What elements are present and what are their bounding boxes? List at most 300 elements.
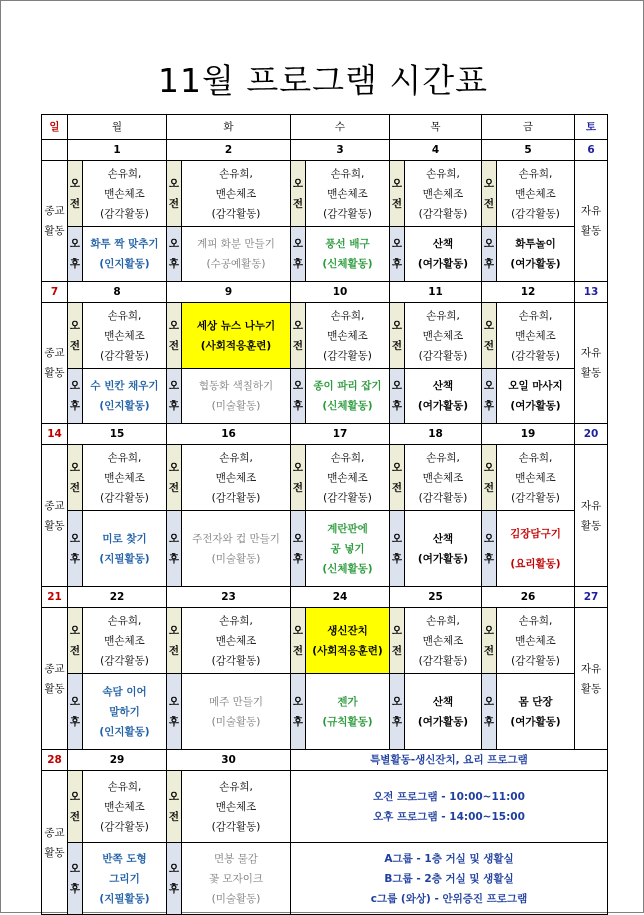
am-activity (182, 161, 291, 227)
am-activity (405, 445, 482, 511)
cell-line: 오일 마사지 (508, 380, 563, 392)
am-label-char: 전 (69, 481, 81, 494)
am-label-char: 오 (168, 177, 180, 190)
cell-line: 종이 파리 잡기 (313, 380, 382, 392)
am-row (42, 445, 608, 511)
cell-line: 산책 (432, 695, 454, 708)
sunday-activity (42, 771, 68, 915)
cell-line: 손유희, (330, 167, 365, 180)
cell-line: 손유희, (518, 309, 553, 322)
pm-label-char: 후 (292, 258, 304, 270)
pm-activity (405, 369, 482, 424)
day-header: 금 (482, 115, 575, 140)
cell-line: 젠가 (337, 695, 358, 708)
cell-line: (여가활동) (417, 258, 469, 270)
am-label (68, 771, 83, 843)
pm-activity (83, 511, 167, 587)
pm-label-char: 후 (168, 258, 180, 270)
cell-line (497, 544, 574, 554)
cell-line: (감각활동) (418, 207, 468, 220)
header-row (42, 115, 608, 140)
sunday-label: 활동 (44, 846, 65, 859)
am-label (390, 303, 405, 369)
am-activity (83, 771, 167, 843)
am-activity (497, 303, 575, 369)
pm-label (68, 227, 83, 282)
am-label-char: 전 (292, 339, 304, 352)
cell-line: 맨손체조 (104, 187, 145, 200)
page-title: 11월 프로그램 시간표 (158, 61, 488, 100)
cell-line: (여가활동) (510, 258, 561, 270)
am-activity (306, 303, 390, 369)
date-cell: 1 (68, 140, 167, 161)
cell-line: 맨손체조 (215, 187, 257, 200)
cell-line: (감각활동) (511, 654, 560, 667)
am-label (291, 161, 306, 227)
cell-line: 그리기 (109, 872, 140, 885)
cell-line: 손유희, (107, 780, 142, 793)
pm-label (482, 674, 497, 750)
cell-line: (여가활동) (417, 715, 469, 728)
sunday-label: 종교 (44, 347, 65, 359)
am-label-char: 오 (391, 624, 403, 637)
pm-label (167, 843, 182, 915)
am-label (291, 608, 306, 674)
cell-line: (감각활동) (100, 654, 149, 667)
pm-label-char: 후 (483, 258, 495, 270)
sunday-activity (42, 608, 68, 750)
cell-line: 손유희, (518, 167, 553, 180)
cell-line: (여가활동) (510, 400, 561, 412)
cell-line: (여가활동) (417, 552, 469, 565)
am-activity (83, 608, 167, 674)
cell-line: 생신잔치 (327, 624, 368, 637)
am-label-char: 전 (483, 197, 495, 210)
am-label-char: 전 (69, 810, 81, 823)
cell-line: (감각활동) (511, 207, 560, 220)
pm-activity (405, 227, 482, 282)
am-label (482, 445, 497, 511)
cell-line: 산책 (432, 532, 454, 545)
am-activity (497, 161, 575, 227)
cell-line: c그룹 (와상) - 안위증진 프로그램 (370, 892, 528, 905)
date-cell: 11 (390, 282, 482, 303)
am-label-char: 전 (168, 810, 180, 823)
cell-line: 세상 뉴스 나누기 (196, 319, 276, 332)
cell-line: 손유희, (219, 614, 253, 627)
am-label (291, 445, 306, 511)
am-row (42, 608, 608, 674)
day-header: 화 (167, 115, 291, 140)
cell-line: (신체활동) (322, 562, 373, 575)
cell-line: 맨손체조 (215, 471, 257, 484)
sunday-activity (42, 303, 68, 424)
date-cell: 23 (167, 587, 291, 608)
special-title: 특별활동-생신잔치, 요리 프로그램 (291, 750, 608, 771)
date-cell: 20 (575, 424, 608, 445)
pm-activity (182, 511, 291, 587)
saturday-label: 활동 (580, 367, 602, 379)
special-pm-groups (291, 843, 608, 915)
cell-line: (감각활동) (418, 491, 468, 504)
am-label-char: 전 (292, 197, 304, 210)
am-label (68, 445, 83, 511)
sunday-label: 종교 (44, 499, 65, 512)
pm-activity (306, 674, 390, 750)
am-label-char: 전 (391, 481, 403, 494)
am-label-char: 전 (483, 339, 495, 352)
pm-label-char: 후 (483, 552, 495, 565)
pm-label-char: 후 (483, 715, 495, 728)
am-row (42, 161, 608, 227)
cell-line: (여가활동) (510, 715, 561, 728)
pm-label (390, 369, 405, 424)
date-cell: 17 (291, 424, 390, 445)
date-cell: 8 (68, 282, 167, 303)
cell-line: 맨손체조 (422, 329, 464, 342)
pm-activity (83, 369, 167, 424)
pm-label-char: 후 (69, 715, 81, 728)
pm-label-char: 오 (292, 532, 304, 545)
cell-line: 공 넣기 (330, 542, 365, 555)
pm-activity (405, 674, 482, 750)
am-activity (182, 303, 291, 369)
saturday-label: 자유 (580, 499, 602, 512)
am-label (482, 608, 497, 674)
pm-label (167, 511, 182, 587)
date-row (42, 282, 608, 303)
am-label-char: 오 (292, 624, 304, 637)
pm-activity (306, 511, 390, 587)
am-label (167, 303, 182, 369)
cell-line: 손유희, (426, 451, 460, 464)
pm-label (291, 227, 306, 282)
pm-label-char: 오 (292, 695, 304, 708)
date-cell: 3 (291, 140, 390, 161)
day-header: 토 (575, 115, 608, 140)
cell-line: 맨손체조 (327, 471, 368, 484)
schedule-table (41, 114, 608, 915)
am-label-char: 전 (168, 481, 180, 494)
am-label-char: 전 (391, 197, 403, 210)
am-label-char: 전 (391, 339, 403, 352)
saturday-label: 활동 (580, 519, 602, 532)
pm-label (68, 369, 83, 424)
cell-line: (요리활동) (510, 557, 561, 570)
cell-line: 말하기 (109, 705, 140, 718)
pm-label-char: 오 (69, 532, 81, 545)
pm-activity (306, 227, 390, 282)
cell-line: 김장담구기 (510, 527, 561, 540)
am-activity (306, 161, 390, 227)
cell-line: (감각활동) (418, 349, 468, 362)
am-activity (405, 303, 482, 369)
am-label-char: 오 (168, 624, 180, 637)
date-cell: 30 (167, 750, 291, 771)
pm-label-char: 오 (483, 532, 495, 545)
special-am-times (291, 771, 608, 843)
date-cell: 26 (482, 587, 575, 608)
am-activity (182, 608, 291, 674)
pm-activity (83, 843, 167, 915)
cell-line: (인지활동) (99, 258, 150, 270)
cell-line: 메주 만들기 (208, 695, 264, 708)
saturday-label: 자유 (580, 347, 602, 359)
sunday-label: 활동 (44, 682, 65, 695)
pm-label-char: 오 (69, 238, 81, 250)
sunday-label: 활동 (44, 367, 65, 379)
cell-line: (감각활동) (100, 349, 149, 362)
pm-activity (306, 369, 390, 424)
pm-label-char: 후 (292, 400, 304, 412)
date-cell: 15 (68, 424, 167, 445)
pm-label (291, 511, 306, 587)
cell-line: A그룹 - 1층 거실 및 생활실 (384, 852, 514, 865)
date-cell: 7 (42, 282, 68, 303)
am-label-char: 오 (391, 177, 403, 190)
am-label (390, 161, 405, 227)
am-label (68, 161, 83, 227)
am-label-char: 오 (391, 319, 403, 332)
cell-line: (감각활동) (100, 207, 149, 220)
cell-line: 손유희, (107, 309, 142, 322)
cell-line: (사회적응훈련) (200, 339, 272, 352)
pm-label-char: 오 (292, 238, 304, 250)
pm-activity (182, 843, 291, 915)
cell-line: 맨손체조 (515, 471, 556, 484)
am-label-char: 전 (292, 481, 304, 494)
cell-line: (신체활동) (322, 258, 373, 270)
pm-label-char: 후 (168, 400, 180, 412)
cell-line: (감각활동) (211, 820, 261, 833)
pm-label-char: 후 (69, 400, 81, 412)
date-cell: 29 (68, 750, 167, 771)
pm-label (390, 511, 405, 587)
cell-line: (미술활동) (211, 715, 261, 728)
cell-line: 오전 프로그램 - 10:00~11:00 (373, 790, 525, 803)
am-label-char: 오 (483, 177, 495, 190)
cell-line: 손유희, (219, 780, 253, 793)
pm-label-char: 오 (391, 380, 403, 392)
pm-label-char: 오 (168, 532, 180, 545)
cell-line: 계란판에 (327, 522, 368, 535)
cell-line: 맨손체조 (515, 187, 556, 200)
am-label-char: 전 (69, 339, 81, 352)
pm-label-char: 후 (168, 882, 180, 895)
cell-line: 계피 화분 만들기 (197, 238, 275, 250)
sunday-label: 활동 (44, 519, 65, 532)
am-label (167, 608, 182, 674)
pm-label (291, 369, 306, 424)
pm-activity (405, 511, 482, 587)
am-row (42, 303, 608, 369)
pm-label-char: 후 (69, 552, 81, 565)
pm-label (482, 511, 497, 587)
am-label-char: 전 (483, 481, 495, 494)
date-cell: 6 (575, 140, 608, 161)
pm-label-char: 오 (391, 238, 403, 250)
pm-label (167, 227, 182, 282)
am-activity (497, 608, 575, 674)
cell-line: 손유희, (426, 309, 460, 322)
pm-label-char: 오 (69, 695, 81, 708)
pm-label-char: 오 (168, 238, 180, 250)
date-row (42, 140, 608, 161)
am-row (42, 771, 608, 843)
am-label-char: 오 (292, 461, 304, 474)
date-cell: 16 (167, 424, 291, 445)
date-cell: 25 (390, 587, 482, 608)
pm-label-char: 후 (292, 715, 304, 728)
sunday-activity (42, 161, 68, 282)
cell-line: 맨손체조 (327, 187, 368, 200)
cell-line: 손유희, (219, 167, 253, 180)
date-cell: 21 (42, 587, 68, 608)
cell-line: (감각활동) (418, 654, 468, 667)
cell-line: 오후 프로그램 - 14:00~15:00 (373, 810, 525, 823)
saturday-label: 자유 (580, 205, 602, 217)
date-cell: 2 (167, 140, 291, 161)
day-header: 월 (68, 115, 167, 140)
am-label-char: 전 (168, 197, 180, 210)
date-cell: 10 (291, 282, 390, 303)
am-label-char: 오 (483, 319, 495, 332)
cell-line: 맨손체조 (104, 800, 145, 813)
cell-line: 맨손체조 (422, 634, 464, 647)
date-cell: 4 (390, 140, 482, 161)
am-label (68, 608, 83, 674)
pm-label (390, 674, 405, 750)
pm-label-char: 후 (483, 400, 495, 412)
cell-line: 맨손체조 (104, 471, 145, 484)
cell-line: (감각활동) (100, 491, 149, 504)
am-label-char: 오 (168, 461, 180, 474)
cell-line: 속담 이어 (102, 685, 147, 698)
date-cell: 22 (68, 587, 167, 608)
pm-activity (182, 227, 291, 282)
pm-label-char: 오 (168, 695, 180, 708)
pm-label-char: 후 (69, 258, 81, 270)
saturday-activity (575, 161, 608, 282)
am-label (482, 161, 497, 227)
cell-line: 손유희, (107, 167, 142, 180)
am-label-char: 전 (168, 339, 180, 352)
am-label (390, 608, 405, 674)
cell-line: (지필활동) (99, 892, 150, 905)
cell-line: (수공예활동) (206, 258, 266, 270)
cell-line: 산책 (432, 380, 454, 392)
pm-label-char: 후 (292, 552, 304, 565)
cell-line: 화투 짝 맞추기 (90, 238, 159, 250)
cell-line: B그룹 - 2층 거실 및 생활실 (384, 872, 514, 885)
pm-row (42, 369, 608, 424)
date-cell: 18 (390, 424, 482, 445)
am-label (167, 771, 182, 843)
cell-line: 미로 찾기 (102, 532, 147, 545)
am-label-char: 전 (391, 644, 403, 657)
saturday-activity (575, 445, 608, 587)
date-cell: 12 (482, 282, 575, 303)
cell-line: 산책 (432, 238, 454, 250)
cell-line: 맨손체조 (327, 329, 368, 342)
pm-label-char: 후 (168, 715, 180, 728)
am-activity (182, 771, 291, 843)
pm-activity (497, 369, 575, 424)
am-activity (182, 445, 291, 511)
cell-line: (여가활동) (417, 400, 469, 412)
pm-label-char: 후 (391, 715, 403, 728)
date-cell: 5 (482, 140, 575, 161)
date-cell: 28 (42, 750, 68, 771)
am-label-char: 오 (69, 624, 81, 637)
cell-line: 손유희, (518, 614, 553, 627)
date-cell: 19 (482, 424, 575, 445)
pm-label-char: 후 (168, 552, 180, 565)
date-cell: 13 (575, 282, 608, 303)
date-row (42, 424, 608, 445)
pm-label (291, 674, 306, 750)
pm-label-char: 후 (69, 882, 81, 895)
am-label-char: 오 (168, 319, 180, 332)
pm-label (482, 369, 497, 424)
cell-line: 맨손체조 (104, 329, 145, 342)
cell-line: 주전자와 컵 만들기 (192, 532, 280, 545)
date-cell: 9 (167, 282, 291, 303)
pm-label (68, 843, 83, 915)
cell-line: (감각활동) (323, 491, 372, 504)
pm-label-char: 오 (483, 380, 495, 392)
am-label-char: 전 (69, 644, 81, 657)
date-row (42, 750, 608, 771)
sunday-label: 종교 (44, 826, 65, 839)
am-label-char: 오 (69, 461, 81, 474)
pm-label-char: 오 (168, 862, 180, 875)
cell-line: 맨손체조 (515, 329, 556, 342)
am-label (291, 303, 306, 369)
cell-line: 맨손체조 (104, 634, 145, 647)
cell-line: 손유희, (330, 451, 365, 464)
cell-line: 손유희, (426, 614, 460, 627)
saturday-label: 활동 (580, 682, 602, 695)
pm-activity (497, 511, 575, 587)
am-label-char: 오 (168, 790, 180, 803)
am-label (390, 445, 405, 511)
cell-line: (감각활동) (323, 207, 372, 220)
cell-line: 화투놀이 (515, 238, 556, 250)
cell-line: 손유희, (426, 167, 460, 180)
cell-line: (미술활동) (211, 892, 261, 905)
cell-line: 손유희, (107, 451, 142, 464)
cell-line: 맨손체조 (215, 634, 257, 647)
am-activity (405, 161, 482, 227)
pm-row (42, 227, 608, 282)
am-label (68, 303, 83, 369)
pm-row (42, 511, 608, 587)
sunday-label: 종교 (44, 205, 65, 217)
am-label-char: 오 (69, 319, 81, 332)
pm-label-char: 오 (391, 695, 403, 708)
pm-label-char: 후 (391, 552, 403, 565)
pm-label-char: 오 (483, 238, 495, 250)
day-header: 일 (42, 115, 68, 140)
cell-line: 맨손체조 (422, 471, 464, 484)
cell-line: 협동화 색칠하기 (198, 380, 274, 392)
saturday-label: 자유 (580, 662, 602, 675)
am-label-char: 오 (483, 624, 495, 637)
am-label-char: 전 (69, 197, 81, 210)
sunday-label: 종교 (44, 662, 65, 675)
pm-label (390, 227, 405, 282)
